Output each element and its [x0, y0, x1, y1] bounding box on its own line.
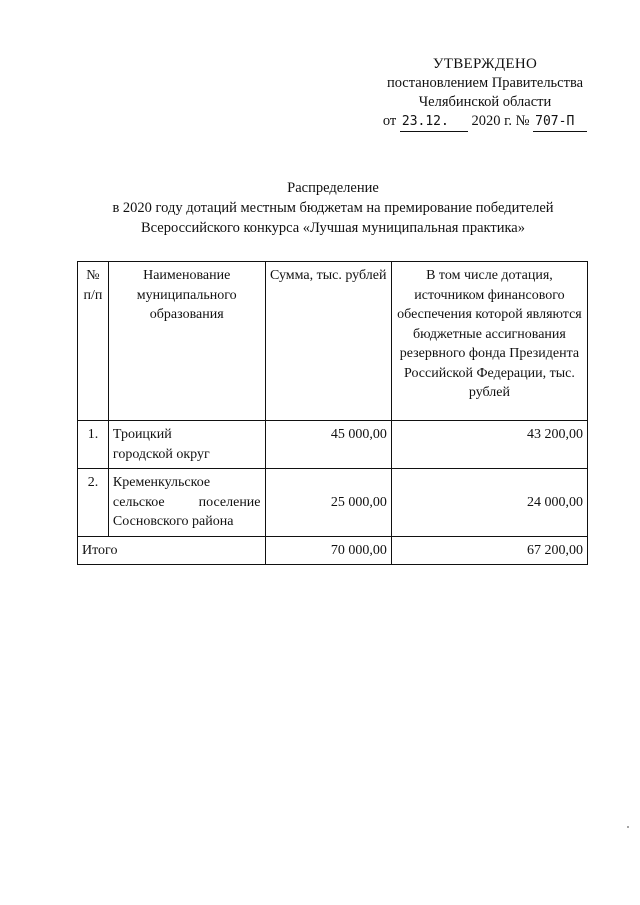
approval-line-region: Челябинской области [418, 94, 552, 110]
approval-line-government: постановлением Правительства [386, 75, 584, 91]
approval-date: 23.12. [400, 112, 468, 132]
header-name: Наименование муниципального образования [108, 262, 265, 421]
table-row [78, 421, 588, 469]
row-name [108, 469, 265, 537]
row-name [108, 421, 265, 469]
header-incl: В том числе дотация, источником финансового обеспечения которой являются бюджетные ассигнования резервного фонда Президента Российской Федерации, тыс. рублей [391, 262, 587, 421]
row-name-line: сельское поселение [112, 494, 261, 510]
approval-stamp [380, 55, 590, 132]
approval-title: УТВЕРЖДЕНО [432, 56, 538, 72]
header-num: № п/п [78, 262, 109, 421]
scan-artifact [627, 826, 629, 828]
heading-subtitle-1: в 2020 году дотаций местным бюджетам на премирование победителей [112, 200, 554, 216]
row-name-line: Троицкий [112, 427, 172, 442]
document-heading [60, 178, 606, 238]
year-label: 2020 г. № [471, 113, 530, 129]
row-incl: 24 000,00 [391, 469, 587, 537]
row-name-line: Сосновского района [112, 514, 234, 529]
row-name-line: городской округ [112, 446, 210, 462]
table-row [78, 469, 588, 537]
distribution-table [77, 261, 588, 565]
row-sum: 45 000,00 [265, 421, 391, 469]
header-sum: Сумма, тыс. рублей [265, 262, 391, 421]
row-num: 1. [78, 421, 109, 469]
total-incl: 67 200,00 [391, 536, 587, 565]
from-label: от [382, 113, 397, 129]
table-header-row [78, 262, 588, 421]
table-total-row [78, 536, 588, 565]
heading-subtitle-2: Всероссийского конкурса «Лучшая муниципальная практика» [141, 220, 525, 236]
approval-dateline [380, 112, 590, 132]
approval-number: 707-П [533, 112, 587, 132]
row-name-line: Кременкульское [112, 475, 211, 490]
heading-title: Распределение [287, 180, 379, 196]
row-num: 2. [78, 469, 109, 537]
total-label: Итого [78, 536, 266, 565]
row-sum: 25 000,00 [265, 469, 391, 537]
total-sum: 70 000,00 [265, 536, 391, 565]
row-incl: 43 200,00 [391, 421, 587, 469]
